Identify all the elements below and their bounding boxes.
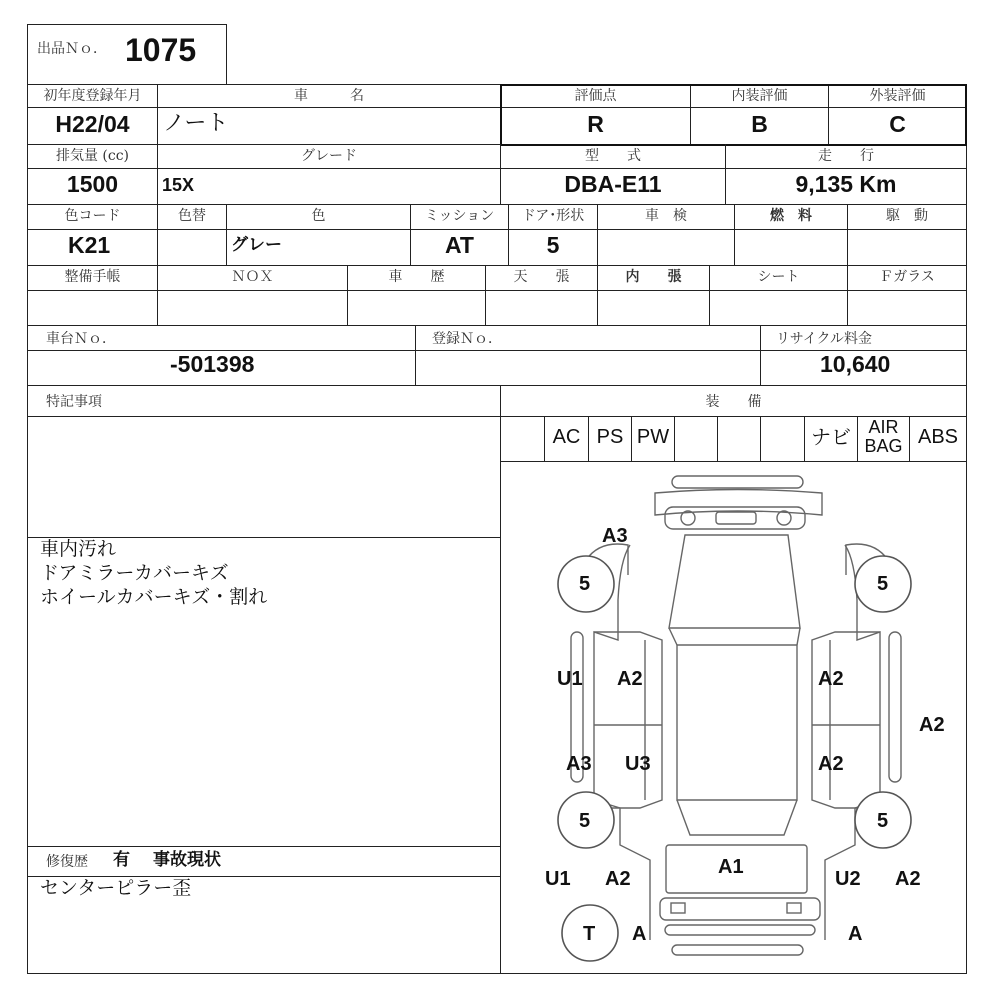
equipment-label: 装 備 [705,394,762,410]
rule [27,24,226,25]
drive-label: 駆 動 [886,208,928,224]
rule [27,325,967,326]
grade-value: 15X [162,175,195,195]
rule [27,416,967,417]
left-doors [594,632,662,808]
right-sill [889,632,901,782]
car-name-value: ノート [163,111,229,136]
history-label: 車 歴 [388,269,445,285]
damage-mark: A [848,923,863,945]
accident-status-label: 事故現状 [153,850,221,870]
rule [27,168,967,169]
damage-mark: A3 [566,753,592,775]
recycle-label: リサイクル料金 [776,331,873,347]
rule [966,84,967,973]
right-doors [812,632,880,808]
rear-bumper-outline [660,898,820,920]
damage-mark: U1 [545,868,571,890]
rule [674,416,675,461]
notes-text: 車内汚れ ドアミラーカバーキズ ホイールカバーキズ・割れ [40,538,268,608]
color-value: グレー [231,235,282,255]
rule [27,229,967,230]
rule [27,204,967,205]
rule [717,416,718,461]
damage-mark: 5 [877,573,889,595]
grille-outline [665,507,805,529]
mission-value: AT [445,232,474,258]
damage-mark: A3 [602,525,628,547]
color-code-label: 色コード [64,208,121,224]
equipment-item: ナビ [811,425,851,449]
exterior-value: C [889,111,906,137]
lot-label: 出品Ｎｏ． [37,41,107,57]
rule [226,24,227,84]
interior-label: 内装評価 [731,88,788,104]
equipment-item: AIR BAG [864,417,903,456]
seat-label: シート [757,269,800,285]
model-value: DBA-E11 [564,171,662,197]
inspection-label: 車 検 [645,208,687,224]
rule [27,973,967,974]
damage-mark: 5 [579,810,591,832]
maintenance-label: 整備手帳 [64,269,121,285]
damage-mark: A2 [617,668,643,690]
lot-number: 1075 [125,32,197,68]
first-reg-label: 初年度登録年月 [43,88,142,104]
repair-history-label: 修復歴 [46,854,88,870]
damage-mark: 5 [877,810,889,832]
car-diagram [501,462,966,972]
rear-glass-outline [677,800,797,835]
displacement-value: 1500 [66,171,119,197]
front-bumper-outline [672,476,803,488]
color-code-value: K21 [68,232,111,258]
damage-mark: 5 [579,573,591,595]
recycle-value: 10,640 [820,351,891,377]
damage-mark: A2 [818,753,844,775]
damage-mark: A2 [895,868,921,890]
eval-value: R [587,111,604,137]
color-change-label: 色替 [178,208,206,224]
damage-mark: A2 [818,668,844,690]
notes-label: 特記事項 [46,394,102,410]
windshield-outline [669,535,800,628]
sunroof-label: 天 張 [513,269,570,285]
rule [27,290,967,291]
fuel-label: 燃 料 [770,208,812,224]
door-value: 5 [546,232,560,258]
damage-mark: U3 [625,753,651,775]
equipment-item: AC [552,426,581,448]
front-nose-outline [655,490,822,516]
damage-mark: U2 [835,868,861,890]
model-label: 型 式 [585,148,641,164]
damage-mark: A [632,923,647,945]
interior-trim-label: 内 張 [625,269,682,285]
nox-label: ＮＯＸ [231,269,274,285]
mileage-label: 走 行 [818,148,874,164]
mileage-value: 9,135 Km [795,171,897,197]
exterior-label: 外装評価 [869,88,926,104]
rule [415,325,416,385]
displacement-label: 排気量 (cc) [55,148,130,164]
rule [27,265,967,266]
color-label: 色 [311,208,326,224]
rule [760,416,761,461]
repair-history-value: 有 [113,850,130,870]
equipment-item: PW [636,426,670,448]
equipment-item: PS [596,426,624,448]
glass-label: Ｆガラス [879,269,935,285]
chassis-value: -501398 [170,351,255,377]
damage-mark: A1 [718,856,744,878]
eval-label: 評価点 [574,88,617,104]
first-reg-value: H22/04 [55,111,130,137]
car-name-label: 車 名 [294,88,364,104]
roof-outline [677,645,797,800]
interior-value: B [751,111,768,137]
grade-label: グレード [301,148,357,164]
chassis-label: 車台Ｎｏ． [46,331,116,347]
damage-mark: T [583,923,596,945]
damage-mark: A2 [605,868,631,890]
mission-label: ミッション [424,208,495,224]
repair-text: センターピラー歪 [40,877,192,899]
reg-no-label: 登録Ｎｏ． [432,331,502,347]
door-label: ドア･形状 [521,208,585,224]
damage-mark: U1 [557,668,583,690]
rule [27,385,967,386]
damage-mark: A2 [919,714,945,736]
rule [760,325,761,385]
rule [27,24,28,84]
rule [27,846,500,847]
equipment-item: ABS [917,426,959,448]
